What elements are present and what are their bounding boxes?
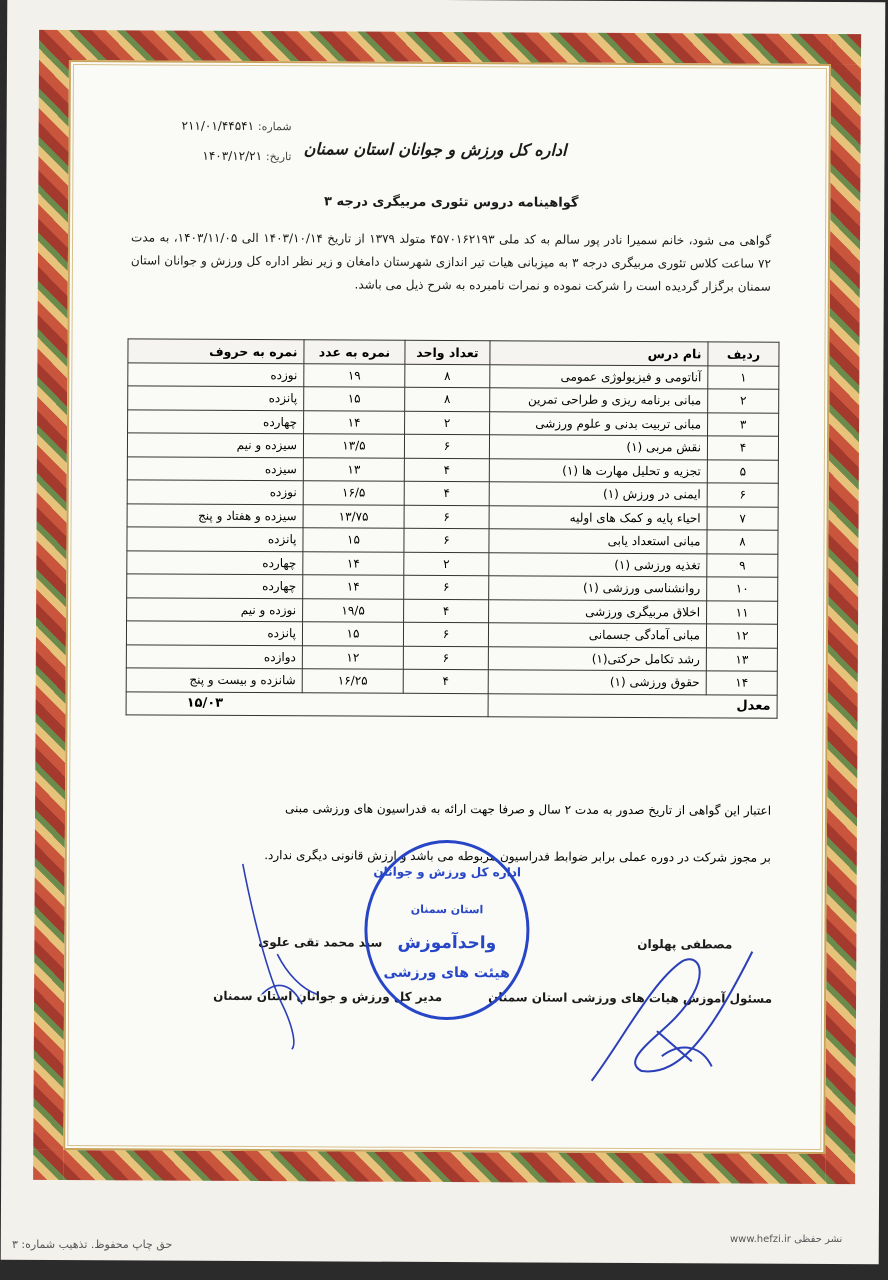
course-name-cell: روانشناسی ورزشی (۱): [489, 576, 707, 601]
stamp-line-3: واحدآموزش: [397, 932, 497, 954]
number-value: ۲۱۱/۰۱/۴۴۵۴۱: [181, 118, 255, 134]
header-course-name: نام درس: [490, 341, 708, 366]
grade-words-cell: چهارده: [128, 409, 304, 433]
row-number-cell: ۱۴: [706, 671, 777, 695]
course-name-cell: اخلاق مربیگری ورزشی: [489, 599, 707, 624]
row-number-cell: ۱۳: [706, 647, 777, 671]
grade-number-cell: ۱۴: [303, 551, 404, 575]
row-number-cell: ۸: [707, 530, 778, 554]
table-row: [127, 527, 778, 554]
row-number-cell: ۴: [707, 436, 778, 460]
row-number-cell: ۷: [707, 506, 778, 530]
average-value: ۱۵/۰۳: [126, 691, 488, 716]
table-row: [127, 550, 778, 577]
table-row: [126, 644, 777, 671]
date-value: ۱۴۰۳/۱۲/۲۱: [202, 148, 263, 164]
units-cell: ۴: [404, 481, 489, 505]
grade-words-cell: نوزده: [128, 362, 304, 386]
grade-words-cell: سیزده: [127, 456, 303, 480]
row-number-cell: ۱۰: [707, 577, 778, 601]
course-name-cell: حقوق ورزشی (۱): [488, 670, 706, 695]
table-row: [127, 433, 778, 460]
units-cell: ۶: [404, 434, 489, 458]
stamp-line-4: هیئت های ورزشی: [383, 964, 510, 982]
footer-publisher: www.hefzi.ir نشر حفظی: [730, 1234, 843, 1245]
certificate-body: گواهی می شود، خانم سمیرا نادر پور سالم به کد ملی ۴۵۷۰۱۶۲۱۹۳ متولد ۱۳۷۹ از تاریخ ۱۴۰۳/۱۰/۱۴ الی ۱۴۰۳/۱۱/۰۵، به مدت ۷۲ ساعت کلاس تئوری مربیگری درجه ۳ به میزبانی هیات تیر اندازی شهرستان دامغان و زیر نظر اداره کل ورزش و جوانان استان سمنان برگزار گردیده است را شرکت نموده و نمرات نامبرده به شرح ذیل می باشد.: [130, 230, 772, 294]
units-cell: ۸: [405, 364, 490, 388]
table-row: [128, 362, 779, 389]
certificate-paper: [1, 0, 886, 1264]
table-header-row: [128, 339, 779, 366]
course-name-cell: احیاء پایه و کمک های اولیه: [489, 505, 707, 530]
letter-number: [152, 118, 292, 133]
course-name-cell: ایمنی در ورزش (۱): [489, 482, 707, 507]
grade-number-cell: ۱۴: [304, 410, 405, 434]
table-row: [127, 597, 778, 624]
course-name-cell: مبانی استعداد یابی: [489, 529, 707, 554]
right-signature: [562, 921, 773, 1097]
units-cell: ۶: [403, 622, 488, 646]
header-grade-words: نمره به حروف: [128, 339, 304, 363]
office-heading: اداره کل ورزش و جوانان استان سمنان: [303, 139, 567, 160]
row-number-cell: ۶: [707, 483, 778, 507]
stamp-line-1: اداره کل ورزش و جوانان: [373, 864, 522, 880]
row-number-cell: ۱۲: [706, 624, 777, 648]
official-stamp: [364, 840, 530, 1021]
grade-number-cell: ۱۹: [304, 363, 405, 387]
grade-words-cell: شانزده و بیست و پنج: [126, 668, 302, 692]
average-label: معدل: [488, 693, 777, 718]
left-signatory-name: سید محمد تقی علوی: [258, 935, 383, 950]
course-name-cell: رشد تکامل حرکتی(۱): [488, 646, 706, 671]
grade-words-cell: چهارده: [127, 550, 303, 574]
grade-number-cell: ۱۶/۵: [303, 481, 404, 505]
validity-line-2: بر مجوز شرکت در دوره عملی برابر ضوابط فدراسیون مربوطه می باشد و ارزش قانونی دیگری ندارد.: [264, 848, 771, 865]
footer-copyright: حق چاپ محفوظ. تذهیب شماره: ۳: [12, 1238, 173, 1251]
course-name-cell: مبانی آمادگی جسمانی: [488, 623, 706, 648]
units-cell: ۸: [405, 387, 490, 411]
course-name-cell: مبانی برنامه ریزی و طراحی تمرین: [490, 388, 708, 413]
average-row: [126, 691, 777, 718]
units-cell: ۲: [404, 552, 489, 576]
header-row-number: ردیف: [708, 342, 779, 366]
course-name-cell: تجزیه و تحلیل مهارت ها (۱): [489, 458, 707, 483]
units-cell: ۶: [404, 575, 489, 599]
header-grade-number: نمره به عدد: [304, 340, 405, 364]
grade-number-cell: ۱۶/۲۵: [302, 669, 403, 693]
row-number-cell: ۵: [707, 459, 778, 483]
units-cell: ۴: [404, 458, 489, 482]
row-number-cell: ۳: [708, 412, 779, 436]
letter-date: [151, 148, 291, 163]
table-row: [127, 456, 778, 483]
grade-number-cell: ۱۵: [303, 528, 404, 552]
units-cell: ۶: [404, 505, 489, 529]
grade-words-cell: سیزده و هفتاد و پنج: [127, 503, 303, 527]
table-row: [127, 574, 778, 601]
course-name-cell: مبانی تربیت بدنی و علوم ورزشی: [490, 411, 708, 436]
grade-number-cell: ۱۳/۵: [303, 434, 404, 458]
grade-words-cell: نوزده: [127, 480, 303, 504]
course-name-cell: نقش مربی (۱): [489, 435, 707, 460]
grade-words-cell: سیزده و نیم: [127, 433, 303, 457]
grade-words-cell: پانزده: [126, 621, 302, 645]
left-signature: [222, 854, 343, 1055]
grade-number-cell: ۱۳/۷۵: [303, 504, 404, 528]
certificate-title: گواهینامه دروس تئوری مربیگری درجه ۳: [324, 194, 579, 211]
row-number-cell: ۱: [708, 365, 779, 389]
grade-words-cell: دوازده: [126, 644, 302, 668]
grade-number-cell: ۱۳: [303, 457, 404, 481]
course-name-cell: آناتومی و فیزیولوژی عمومی: [490, 364, 708, 389]
units-cell: ۲: [405, 411, 490, 435]
validity-line-1: اعتبار این گواهی از تاریخ صدور به مدت ۲ سال و صرفا جهت ارائه به فدراسیون های ورزشی مبنی: [284, 801, 772, 818]
units-cell: ۴: [404, 599, 489, 623]
header-units: تعداد واحد: [405, 340, 490, 364]
table-row: [128, 386, 779, 413]
row-number-cell: ۹: [707, 553, 778, 577]
table-row: [128, 409, 779, 436]
date-label: تاریخ:: [265, 150, 292, 164]
number-label: شماره:: [257, 120, 292, 134]
grade-number-cell: ۱۹/۵: [303, 598, 404, 622]
row-number-cell: ۱۱: [707, 600, 778, 624]
table-row: [127, 480, 778, 507]
right-signatory-name: مصطفی پهلوان: [637, 937, 733, 952]
grade-words-cell: چهارده: [127, 574, 303, 598]
grade-number-cell: ۱۲: [302, 645, 403, 669]
table-row: [126, 668, 777, 695]
table-row: [127, 503, 778, 530]
grade-words-cell: پانزده: [128, 386, 304, 410]
grades-table: [126, 338, 780, 718]
table-row: [126, 621, 777, 648]
row-number-cell: ۲: [708, 389, 779, 413]
units-cell: ۴: [403, 669, 488, 693]
grade-words-cell: نوزده و نیم: [127, 597, 303, 621]
left-signatory-title: مدیر کل ورزش و جوانان استان سمنان: [213, 988, 443, 1005]
grade-words-cell: پانزده: [127, 527, 303, 551]
grade-number-cell: ۱۴: [303, 575, 404, 599]
grades-body: [126, 362, 779, 694]
course-name-cell: تغذیه ورزشی (۱): [489, 552, 707, 577]
units-cell: ۶: [403, 646, 488, 670]
units-cell: ۶: [404, 528, 489, 552]
right-signatory-title: مسئول آموزش هیات های ورزشی استان سمنان: [488, 990, 773, 1006]
stamp-line-2: استان سمنان: [410, 902, 484, 917]
grade-number-cell: ۱۵: [302, 622, 403, 646]
grade-number-cell: ۱۵: [304, 387, 405, 411]
